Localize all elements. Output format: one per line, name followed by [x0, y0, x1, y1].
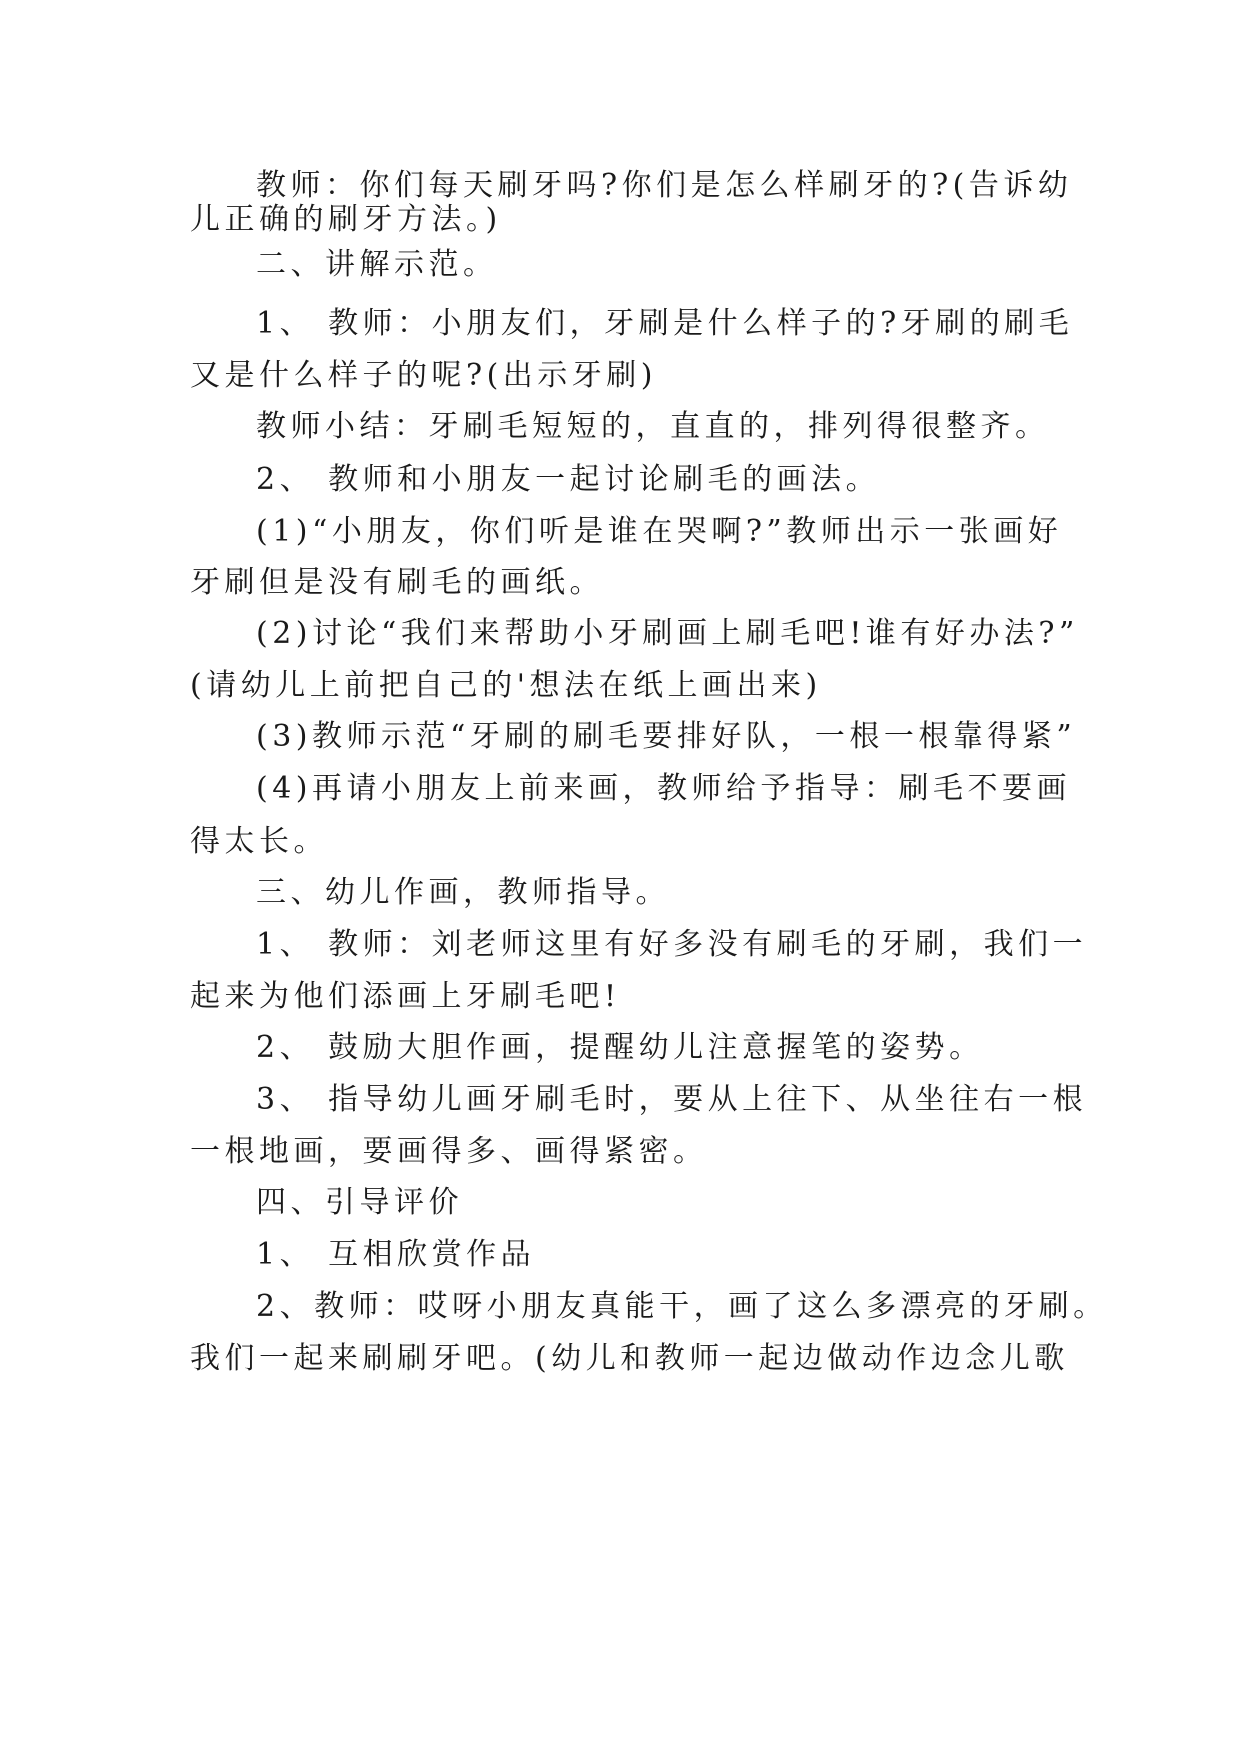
text-line: 1、 教师：刘老师这里有好多没有刷毛的牙刷，我们一 [256, 927, 1088, 962]
text-line: 牙刷但是没有刷毛的画纸。 [190, 565, 604, 600]
text-line: 1、 教师：小朋友们，牙刷是什么样子的?牙刷的刷毛 [256, 306, 1074, 341]
text-line: 一根地画，要画得多、画得紧密。 [190, 1134, 708, 1169]
text-line: 教师小结：牙刷毛短短的，直直的，排列得很整齐。 [256, 409, 1050, 444]
text-line: 2、 鼓励大胆作画，提醒幼儿注意握笔的姿势。 [256, 1030, 984, 1065]
text-line: (3)教师示范“牙刷的刷毛要排好队，一根一根靠得紧” [256, 719, 1077, 754]
text-line: 3、 指导幼儿画牙刷毛时，要从上往下、从坐往右一根 [256, 1082, 1088, 1117]
text-line: 教师：你们每天刷牙吗?你们是怎么样刷牙的?(告诉幼 [256, 168, 1073, 203]
text-line: (2)讨论“我们来帮助小牙刷画上刷毛吧!谁有好办法?” [256, 616, 1079, 651]
text-line: 得太长。 [190, 824, 328, 859]
text-line: 1、 互相欣赏作品 [256, 1237, 536, 1272]
section-heading: 三、幼儿作画，教师指导。 [256, 875, 670, 910]
text-line: 起来为他们添画上牙刷毛吧! [190, 979, 621, 1014]
text-line: 又是什么样子的呢?(出示牙刷) [190, 358, 657, 393]
section-heading: 四、引导评价 [256, 1185, 463, 1220]
text-line: 2、 教师和小朋友一起讨论刷毛的画法。 [256, 462, 881, 497]
text-line: 儿正确的刷牙方法。) [190, 202, 502, 237]
text-line: 2、教师：哎呀小朋友真能干，画了这么多漂亮的牙刷。 [256, 1289, 1108, 1324]
text-line: 我们一起来刷刷牙吧。(幼儿和教师一起边做动作边念儿歌 [190, 1341, 1069, 1376]
section-heading: 二、讲解示范。 [256, 247, 498, 282]
text-line: (4)再请小朋友上前来画，教师给予指导：刷毛不要画 [256, 771, 1071, 806]
text-line: (请幼儿上前把自己的'想法在纸上画出来) [190, 668, 822, 703]
text-line: (1)“小朋友，你们听是谁在哭啊?”教师出示一张画好 [256, 514, 1063, 549]
